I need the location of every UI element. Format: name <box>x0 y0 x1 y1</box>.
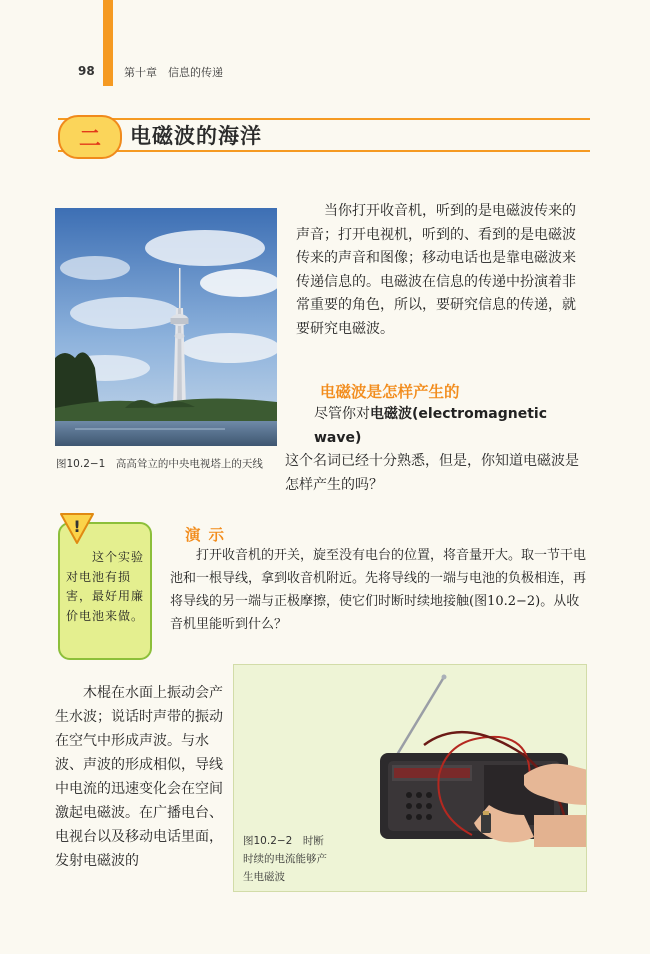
demo-title: 演示 <box>185 526 233 544</box>
warning-text: 这个实验对电池有损害，最好用廉价电池来做。 <box>66 550 145 623</box>
figure-caption-1: 图10.2−1 高高耸立的中央电视塔上的天线 <box>56 458 263 470</box>
key-term-english: (electromagnetic wave) <box>314 406 548 446</box>
text-before-term: 尽管你对 <box>314 406 370 422</box>
section-rule-bottom <box>58 150 590 152</box>
section-number-badge: 二 <box>58 115 122 159</box>
warning-triangle-icon <box>57 511 97 547</box>
text-after-term: 这个名词已经十分熟悉，但是，你知道电磁波是怎样产生的吗？ <box>285 453 579 493</box>
subsection-title: 电磁波是怎样产生的 <box>320 383 460 401</box>
subsection-paragraph <box>285 403 587 497</box>
figure-caption-2: 图10.2−2 时断时续的电流能够产生电磁波 <box>243 835 327 883</box>
top-accent-bar <box>103 0 113 86</box>
tv-tower-illustration <box>55 208 277 446</box>
body-paragraph: 木棍在水面上振动会产生水波；说话时声带的振动在空气中形成声波。与水波、声波的形成相似，导线中电流的迅速变化会在空间激起电磁波。在广播电台、电视台以及移动电话里面，发射电磁波的 <box>55 685 223 869</box>
chapter-title: 第十章 信息的传递 <box>124 66 223 79</box>
tv-tower-photo <box>55 208 277 446</box>
page-number: 98 <box>78 64 95 78</box>
warning-symbol: ! <box>73 517 81 536</box>
section-title: 电磁波的海洋 <box>130 124 262 148</box>
intro-paragraph: 当你打开收音机，听到的是电磁波传来的声音；打开电视机，听到的、看到的是电磁波传来的声音和图像；移动电话也是靠电磁波来传递信息的。电磁波在信息的传递中扮演着非常重要的角色，所以，要研究信息的传递，就要研究电磁波。 <box>296 203 576 337</box>
demo-text: 打开收音机的开关，旋至没有电台的位置，将音量开大。取一节干电池和一根导线，拿到收音机附近。先将导线的一端与电池的负极相连，再将导线的另一端与正极摩擦，使它们时断时续地接触(图10.2−2)。从收音机里能听到什么？ <box>170 548 587 632</box>
key-term: 电磁波 <box>370 406 412 422</box>
